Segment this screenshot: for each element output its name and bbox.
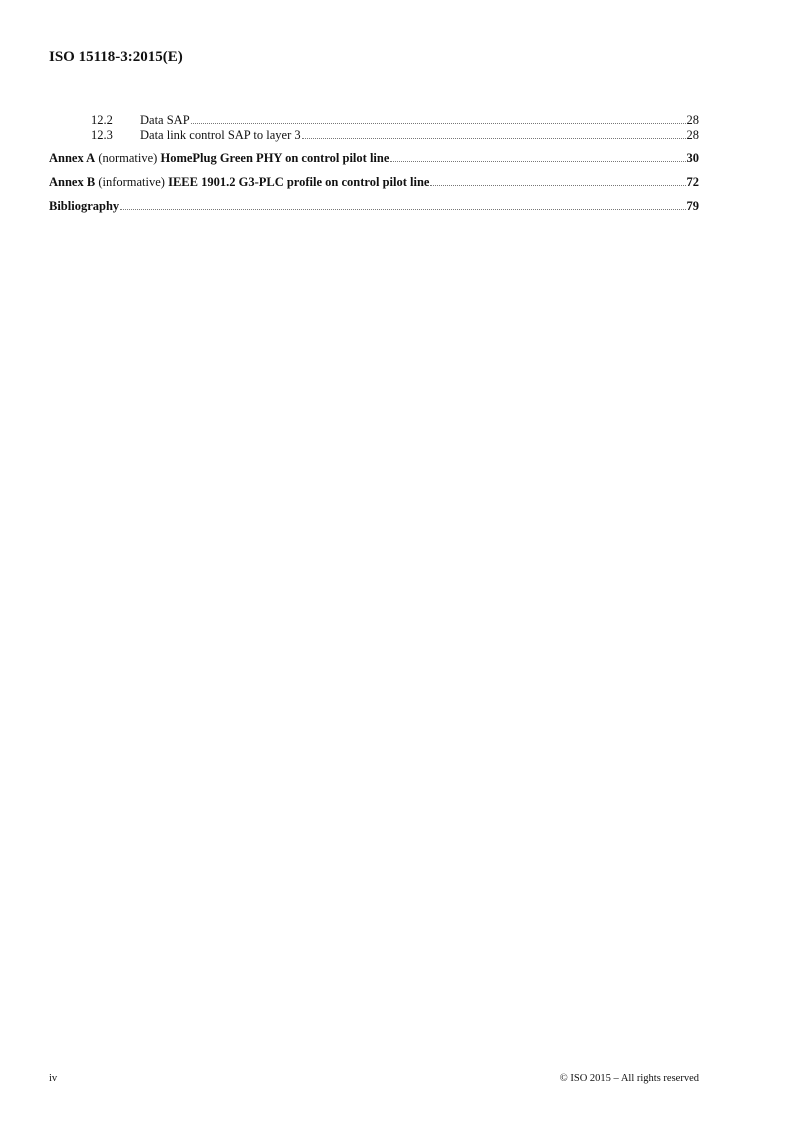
annex-kind: (normative) [98, 151, 158, 165]
annex-label: Annex B [49, 175, 96, 189]
toc-page: 72 [686, 175, 699, 189]
toc-entry[interactable] [91, 128, 699, 143]
toc-page: 30 [686, 151, 699, 165]
toc-entry-annex-a[interactable] [49, 151, 699, 166]
toc-title: Bibliography [49, 199, 120, 213]
toc-page: 28 [686, 128, 699, 142]
toc-title: HomePlug Green PHY on control pilot line [160, 151, 390, 165]
toc-number: 12.3 [91, 128, 113, 142]
annex-kind: (informative) [98, 175, 165, 189]
copyright: © ISO 2015 – All rights reserved [559, 1073, 699, 1084]
toc-title: Data link control SAP to layer 3 [140, 128, 301, 142]
document-id: ISO 15118-3:2015(E) [49, 49, 183, 65]
toc-title: IEEE 1901.2 G3-PLC profile on control pilot line [168, 175, 430, 189]
toc-title: Data SAP [140, 113, 190, 127]
page-number: iv [49, 1073, 58, 1084]
toc-leader [390, 161, 685, 162]
toc-page: 28 [686, 113, 699, 127]
toc-page: 79 [686, 199, 699, 213]
toc-leader [302, 138, 686, 139]
annex-label: Annex A [49, 151, 96, 165]
toc-entry[interactable] [91, 113, 699, 128]
toc-leader [120, 209, 685, 210]
toc-entry-bibliography[interactable] [49, 199, 699, 214]
toc-entry-annex-b[interactable] [49, 175, 699, 190]
toc-number: 12.2 [91, 113, 113, 127]
toc-leader [191, 123, 686, 124]
toc-leader [430, 185, 685, 186]
